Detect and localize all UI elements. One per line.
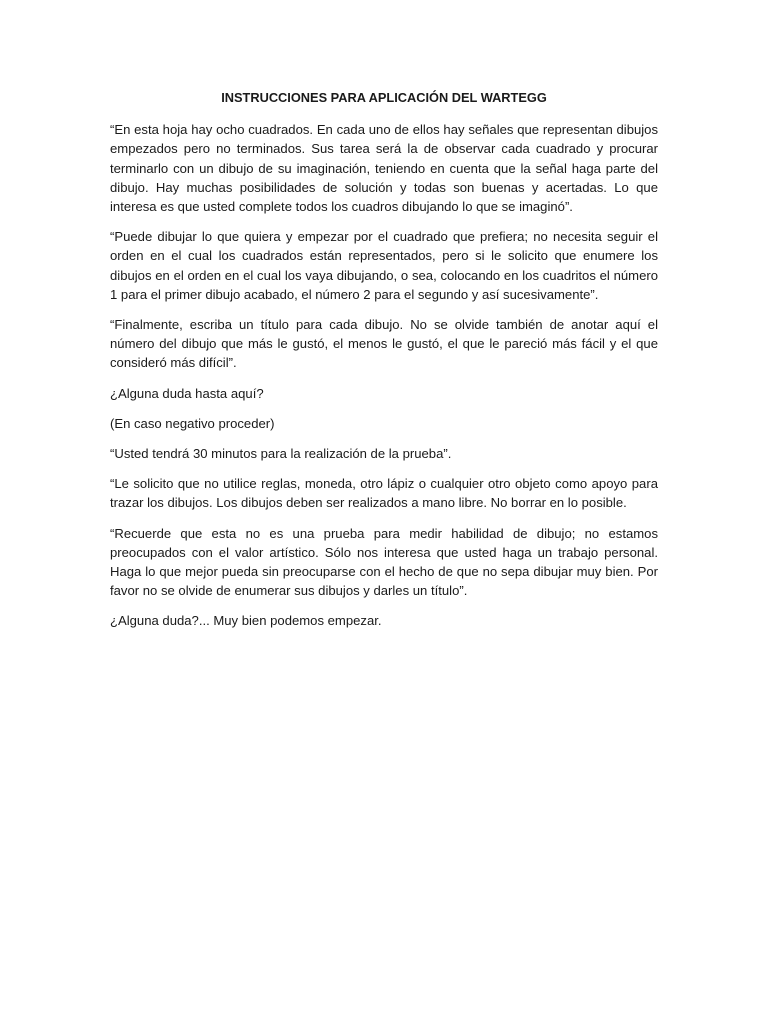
paragraph-titles: “Finalmente, escriba un título para cada dibujo. No se olvide también de anotar aquí el número del dibujo que más le gustó, el menos le gustó, el que le pareció más fácil y el que consideró más difícil”. bbox=[110, 317, 658, 371]
paragraph-not-skill-test: “Recuerde que esta no es una prueba para medir habilidad de dibujo; no estamos preocupados con el valor artístico. Sólo nos interesa que usted haga un trabajo personal. Haga lo que mejor pueda sin preocuparse con el hecho de que no sepa dibujar muy bien. Por favor no se olvide de enumerar sus dibujos y darles un título”. bbox=[110, 525, 658, 599]
paragraph-start: ¿Alguna duda?... Muy bien podemos empezar. bbox=[110, 613, 382, 629]
paragraph-time-limit: “Usted tendrá 30 minutos para la realización de la prueba”. bbox=[110, 446, 452, 462]
paragraph-question-1: ¿Alguna duda hasta aquí? bbox=[110, 385, 264, 401]
paragraph-instructions-intro: “En esta hoja hay ocho cuadrados. En cada uno de ellos hay señales que representan dibujos empezados pero no terminados. Sus tarea será la de observar cada cuadrado y procurar terminarlo con un dibujo de su imaginación, teniendo en cuenta que la señal haga parte del dibujo. Hay muchas posibilidades de solución y todas son buenas y acertadas. Lo que interesa es que usted complete todos los cuadros dibujando lo que se imaginó”. bbox=[110, 122, 658, 215]
paragraph-drawing-order: “Puede dibujar lo que quiera y empezar por el cuadrado que prefiera; no necesita seguir el orden en el cual los cuadrados están representados, pero si le solicito que enumere los dibujos en el orden en el cual los vaya dibujando, o sea, colocando en los cuadritos el número 1 para el primer dibujo acabado, el número 2 para el segundo y así sucesivamente”. bbox=[110, 229, 658, 302]
paragraph-no-tools: “Le solicito que no utilice reglas, moneda, otro lápiz o cualquier otro objeto como apoyo para trazar los dibujos. Los dibujos deben ser realizados a mano libre. No borrar en lo posible. bbox=[110, 476, 658, 511]
document-title: INSTRUCCIONES PARA APLICACIÓN DEL WARTEGG bbox=[221, 90, 547, 105]
paragraph-negative-case: (En caso negativo proceder) bbox=[110, 415, 275, 431]
document-page bbox=[110, 88, 658, 642]
